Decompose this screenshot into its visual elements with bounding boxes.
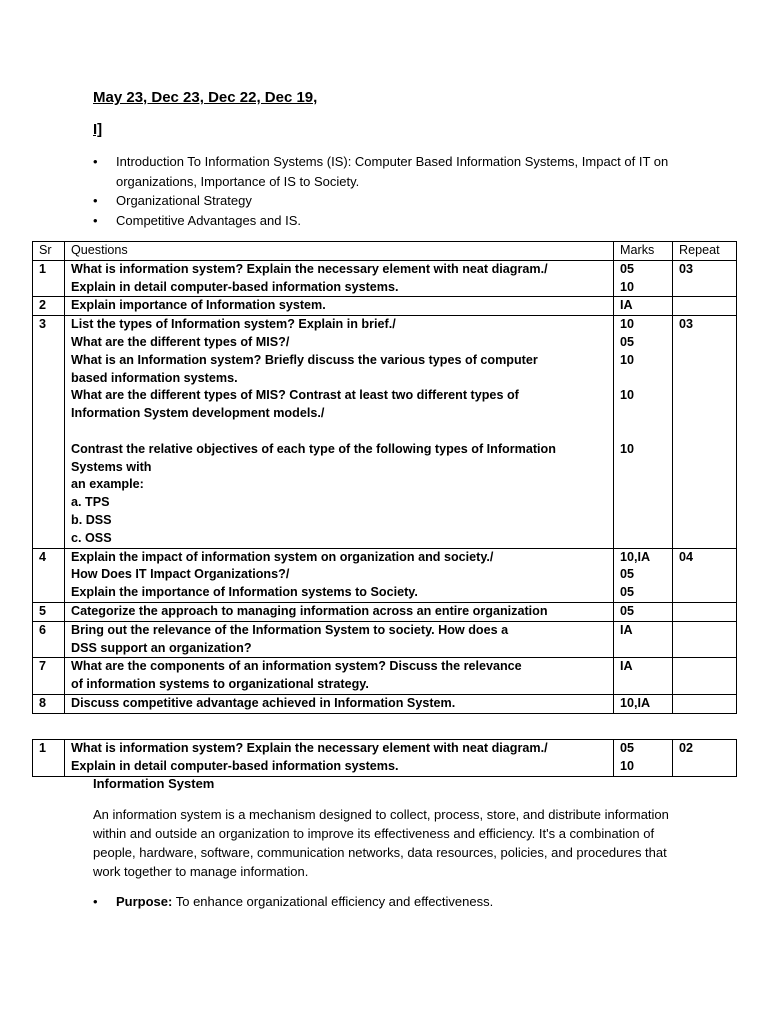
marks-cell: [614, 297, 673, 316]
question-cell: [65, 621, 614, 658]
question-line: an example:: [71, 477, 144, 492]
table-row: [33, 297, 737, 316]
question-cell: [65, 658, 614, 695]
marks-line: [620, 530, 666, 548]
exam-dates-heading: May 23, Dec 23, Dec 22, Dec 19,: [93, 89, 318, 106]
question-cell: [65, 297, 614, 316]
marks-line: 10: [620, 352, 635, 367]
repeat-cell: [673, 602, 737, 621]
question-line: What is information system? Explain the necessary element with neat diagram./: [71, 261, 548, 276]
repeat-header: Repeat: [673, 242, 737, 261]
table-row: [33, 602, 737, 621]
marks-cell: [614, 621, 673, 658]
question-line: c. OSS: [71, 530, 112, 545]
marks-line: 10: [620, 388, 635, 403]
marks-line: 10,IA: [620, 695, 651, 710]
question-line: [71, 423, 607, 441]
marks-line: 05: [620, 334, 635, 349]
marks-line: 10,IA: [620, 549, 651, 564]
repeat-cell: 04: [673, 548, 737, 602]
topic-item: • Organizational Strategy: [93, 191, 693, 211]
marks-line: 05: [620, 603, 635, 618]
question-cell: [65, 260, 614, 297]
question-cell: [65, 694, 614, 713]
marks-line: 10: [620, 758, 635, 773]
marks-cell: [614, 548, 673, 602]
repeat-cell: 03: [673, 316, 737, 548]
question-line: Explain the impact of information system on organization and society./: [71, 549, 494, 564]
table-row: [33, 694, 737, 713]
question-cell: [65, 548, 614, 602]
question-line: based information systems.: [71, 370, 238, 385]
sr-cell: 4: [33, 548, 65, 602]
marks-cell: [614, 694, 673, 713]
marks-line: IA: [620, 622, 633, 637]
question-line: What are the different types of MIS? Contrast at least two different types of: [71, 388, 519, 403]
question-line: Categorize the approach to managing information across an entire organization: [71, 603, 548, 618]
marks-header: Marks: [614, 242, 673, 261]
marks-line: 10: [620, 317, 635, 332]
marks-cell: [614, 602, 673, 621]
question-detail-table: [32, 739, 737, 777]
question-line: How Does IT Impact Organizations?/: [71, 567, 290, 582]
purpose-text: To enhance organizational efficiency and effectiveness.: [172, 894, 494, 909]
question-line: What is information system? Explain the necessary element with neat diagram./: [71, 741, 548, 755]
sr-cell: 3: [33, 316, 65, 548]
section-number-heading: I]: [93, 121, 103, 138]
repeat-cell: [673, 658, 737, 695]
sr-cell: 1: [33, 740, 65, 777]
question-line: Explain the importance of Information systems to Society.: [71, 585, 418, 600]
topic-item: • Competitive Advantages and IS.: [93, 211, 693, 231]
marks-line: 05: [620, 741, 635, 755]
question-line: Information System development models./: [71, 406, 325, 421]
purpose-list: [93, 892, 693, 911]
marks-line: 05: [620, 585, 635, 600]
marks-cell: [614, 740, 673, 777]
question-cell: [65, 740, 614, 777]
marks-line: 05: [620, 261, 635, 276]
question-line: b. DSS: [71, 512, 112, 527]
section-title: Information System: [93, 776, 215, 791]
sr-cell: 1: [33, 260, 65, 297]
marks-line: [620, 370, 666, 388]
questions-table: [32, 241, 737, 714]
question-line: What are the different types of MIS?/: [71, 334, 290, 349]
sr-header: Sr: [33, 242, 65, 261]
question-line: Explain in detail computer-based information systems.: [71, 758, 399, 773]
marks-line: [620, 476, 666, 494]
marks-line: [620, 405, 666, 423]
table-row: [33, 316, 737, 548]
question-line: a. TPS: [71, 495, 110, 510]
sr-cell: 2: [33, 297, 65, 316]
table-row: [33, 621, 737, 658]
repeat-cell: [673, 297, 737, 316]
marks-cell: [614, 316, 673, 548]
topics-list: [93, 152, 693, 230]
sr-cell: 6: [33, 621, 65, 658]
marks-cell: [614, 260, 673, 297]
question-line: List the types of Information system? Explain in brief./: [71, 317, 396, 332]
question-line: What is an Information system? Briefly discuss the various types of computer: [71, 352, 538, 367]
definition-paragraph: An information system is a mechanism designed to collect, process, store, and distribute information within and outside an organization to improve its effectiveness and efficiency. It's a combination of people, hardware, software, communication networks, data resources, policies, and procedures that work together to manage information.: [93, 807, 669, 879]
marks-line: IA: [620, 659, 633, 674]
table-header-row: [33, 242, 737, 261]
question-line: Contrast the relative objectives of each type of the following types of Information: [71, 441, 556, 456]
questions-header: Questions: [65, 242, 614, 261]
question-line: Bring out the relevance of the Information System to society. How does a: [71, 622, 509, 637]
sr-cell: 5: [33, 602, 65, 621]
table-row: [33, 740, 737, 777]
question-line: Explain in detail computer-based information systems.: [71, 279, 399, 294]
questions-table-body: [33, 260, 737, 713]
sr-cell: 7: [33, 658, 65, 695]
question-line: of information systems to organizational strategy.: [71, 677, 369, 692]
topic-item: • Introduction To Information Systems (IS): Computer Based Information Systems, Impact of IT on organizations, Importance of IS to Society.: [93, 152, 693, 191]
repeat-cell: 02: [673, 740, 737, 777]
marks-line: [620, 423, 666, 441]
repeat-cell: [673, 694, 737, 713]
table-row: [33, 260, 737, 297]
marks-line: IA: [620, 298, 633, 313]
question-line: Discuss competitive advantage achieved in Information System.: [71, 695, 456, 710]
table-row: [33, 658, 737, 695]
question-line: Systems with: [71, 459, 152, 474]
marks-line: [620, 494, 666, 512]
table-row: [33, 548, 737, 602]
question-line: DSS support an organization?: [71, 640, 252, 655]
marks-line: 10: [620, 279, 635, 294]
question-cell: [65, 316, 614, 548]
marks-line: 10: [620, 441, 635, 456]
purpose-item: [93, 892, 693, 911]
repeat-cell: 03: [673, 260, 737, 297]
marks-line: 05: [620, 567, 635, 582]
purpose-label: Purpose:: [116, 894, 173, 909]
marks-cell: [614, 658, 673, 695]
question-line: What are the components of an information system? Discuss the relevance: [71, 659, 522, 674]
question-cell: [65, 602, 614, 621]
question-line: Explain importance of Information system.: [71, 298, 326, 313]
repeat-cell: [673, 621, 737, 658]
marks-line: [620, 512, 666, 530]
sr-cell: 8: [33, 694, 65, 713]
marks-line: [620, 459, 666, 477]
